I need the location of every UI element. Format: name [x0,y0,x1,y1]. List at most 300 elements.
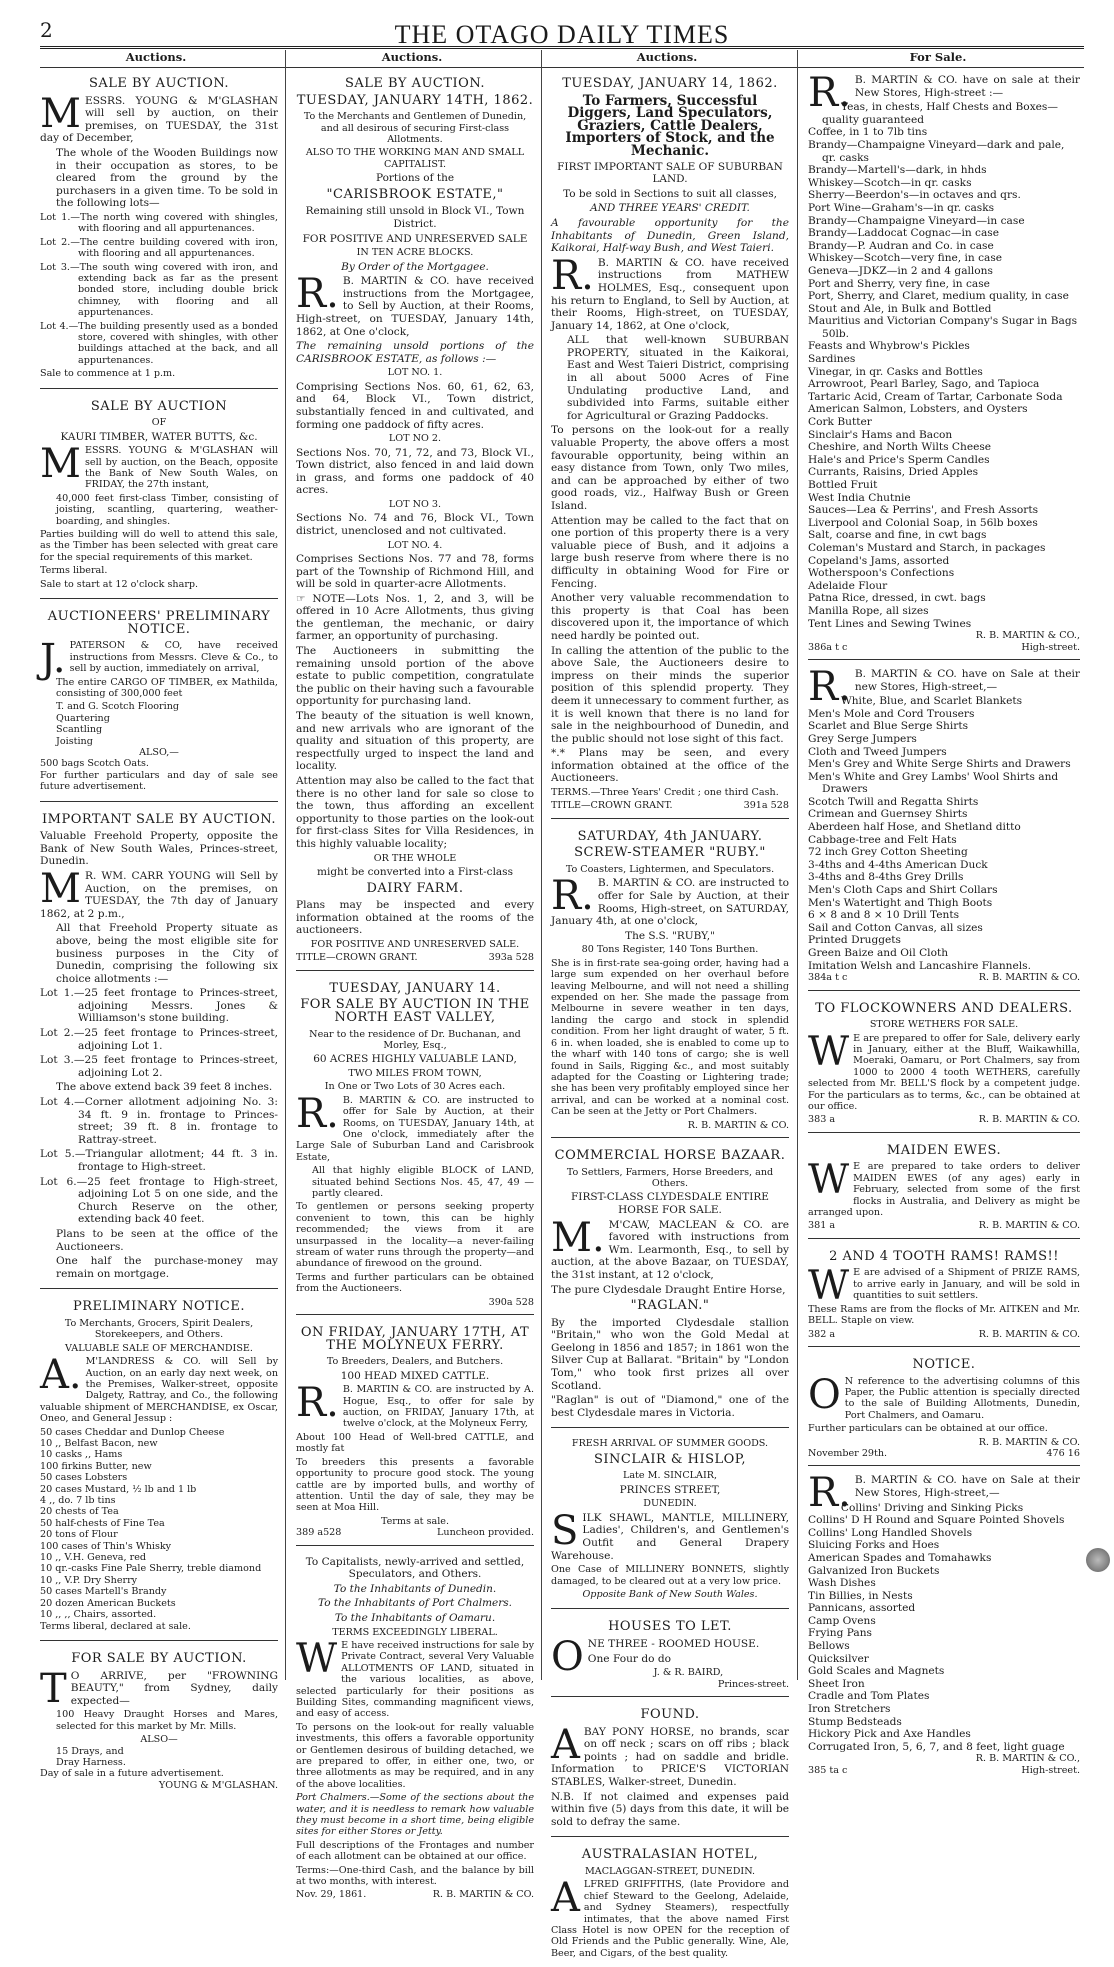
list-item: Hale's and Price's Sperm Candles [808,453,990,466]
ad-lots: In One or Two Lots of 30 Acres each. [324,1081,506,1093]
merchandise-list [40,1427,278,1621]
list-item: White, Blue, and Scarlet Blankets [840,695,1023,708]
ad-to: To the Merchants and Gentlemen of Dunedin, and all desirous of securing First-class Allotments. [303,111,527,145]
column-head-3: Auctions. [636,50,698,64]
list-item: Tartaric Acid, Cream of Tartar, Carbonate Soda [808,390,1063,403]
ad-also: ALSO TO THE WORKING MAN AND SMALL CAPITALIST. [305,147,525,170]
ad-acres: 60 ACRES HIGHLY VALUABLE LAND, [313,1053,517,1066]
drop-cap: J. [40,636,66,683]
ad-body: To persons on the look-out for a really valuable Property, the above offers a most favourable opportunity, being within an easy distance from Town, only Two miles, and can be approached by either of two good roads, viz., Halfway Bush or Green Island. [551,424,789,512]
list-item: 72 inch Grey Cotton Sheeting [808,846,968,859]
ad-opportunity: A favourable opportunity for the Inhabitants of Dunedin, Green Island, Kaikorai, Half-way Bush, and West Taieri. [551,216,789,255]
ad-martin-clothing [808,663,1080,991]
grocery-list [808,101,1080,630]
list-item: 20 dozen American Buckets [40,1597,176,1609]
ad-capitalists [296,1552,534,1907]
ad-body: Further particulars can be obtained at our office. [808,1423,1048,1435]
ad-body: Another very valuable recommendation to this property is that Coal has been discovered upon it, the importance of which need hardly be pointed out. [551,592,789,642]
list-item: Sardines [808,353,856,366]
list-item: 10 ,, V.H. Geneva, red [40,1552,147,1564]
list-item: Brandy—Martell's—dark, in hhds [808,164,987,177]
ad-body: E are prepared to take orders to deliver MAIDEN EWES (of any ages) early in February, selected from some of the first flocks in Australia, and Delivery as might be arranged upon. [808,1161,1080,1219]
page-number: 2 [40,18,53,42]
lot-number: LOT NO 3. [388,498,442,510]
list-item: Manilla Rope, all sizes [808,604,929,617]
ad-suburban-land [551,72,789,819]
ad-body: These Rams are from the flocks of Mr. AITKEN and Mr. BELL. Staple on view. [808,1303,1080,1327]
ad-body: R. WM. CARR YOUNG will Sell by Auction, on the premises, on TUESDAY, the 7th day of January 1862, at 2 p.m., [40,869,278,920]
column-divider [797,50,798,1680]
list-item: Grey Serge Jumpers [808,732,917,745]
ad-line: NE THREE - ROOMED HOUSE. [587,1638,760,1651]
drop-cap: R. [808,70,851,116]
list-item: Scarlet and Blue Serge Shirts [808,720,969,733]
ad-street: Princes-street. [717,1678,789,1690]
item: Joisting [56,735,93,747]
ad-north-east-valley [296,977,534,1315]
ad-inhabitants: To the Inhabitants of Port Chalmers. [318,1597,512,1610]
item: Dray Harness. [56,1756,126,1768]
list-item: Port Wine—Graham's—in qr. casks [808,201,995,214]
list-item: Cabbage-tree and Felt Hats [808,833,957,846]
ad-body: The remaining unsold portions of the CARISBROOK ESTATE, as follows :— [296,340,534,365]
drop-cap: S [551,1507,579,1554]
lot-item: Lot 6.—25 feet frontage to High-street, adjoining Lot 5 on one side, and the Church Reserve on the other, extending back 40 feet. [40,1175,278,1226]
ad-body: All that Freehold Property situate as above, being the most eligible site for business purposes in the City of Dunedin, comprising the following six choice allotments :— [56,922,278,985]
ad-date: TUESDAY, JANUARY 14. [329,980,501,996]
ad-body: *.* Plans may be seen, and every information obtained at the office of the Auctioneers. [551,747,789,785]
ad-title: AUSTRALASIAN HOTEL, [581,1847,759,1863]
list-item: Salt, coarse and fine, in cwt bags [808,529,987,542]
ad-order: By Order of the Mortgagee. [341,260,489,273]
ad-code: 384a t c [808,972,848,984]
ad-australasian-hotel [551,1843,789,1967]
list-item: Brandy—Champaigne Vineyard—dark and pale, qr. casks [808,138,1065,164]
column-head-2: Auctions. [381,50,443,64]
ad-body: Terms and further particulars can be obtained from the Auctioneers. [296,1271,534,1295]
list-item: Liverpool and Colonial Soap, in 56lb boxes [808,516,1038,529]
ad-body: Terms:—One-third Cash, and the balance by bill at two months, with interest. [296,1864,534,1888]
ad-date: TUESDAY, JANUARY 14, 1862. [562,76,778,91]
ad-note: Day of sale in a future advertisement. [40,1768,224,1780]
ad-signature: R. B. MARTIN & CO. [687,1119,789,1131]
ad-sub: VALUABLE SALE OF MERCHANDISE. [65,1342,253,1354]
ad-title: FRESH ARRIVAL OF SUMMER GOODS. [571,1438,769,1450]
ad-signature: R. B. MARTIN & CO. [978,972,1080,984]
list-item: Sauces—Lea & Perrins', and Fresh Assorts [808,504,1039,517]
ad-title: ON FRIDAY, JANUARY 17TH, AT THE MOLYNEUX FERRY. [300,1325,530,1353]
drop-cap: W [808,1263,850,1310]
drop-cap: M. [551,1214,605,1261]
ad-body: E are advised of a Shipment of PRIZE RAMS, to arrive early in January, and will be sold in quantities to suit settlers. [853,1267,1080,1302]
ad-note: ☞ NOTE—Lots Nos. 1, 2, and 3, will be offered in 10 Acre Allotments, thus giving the gentleman, the mechanic, or dairy farmer, an opportunity of purchasing. [296,592,534,643]
list-item: 100 firkins Butter, new [40,1460,152,1472]
ad-title: FOUND. [640,1707,700,1723]
list-item: 10 ,, Belfast Bacon, new [40,1438,158,1449]
list-item: Crimean and Guernsey Shirts [808,808,968,821]
ad-head: 100 HEAD MIXED CATTLE. [340,1369,490,1382]
list-item: Cradle and Tom Plates [808,1690,930,1703]
list-item: Coleman's Mustard and Starch, in packages [808,541,1046,554]
ad-code: 385 ta c [808,1764,848,1776]
lot-text: Sections No. 74 and 76, Block VI., Town district, unenclosed and not cultivated. [296,512,534,537]
drop-cap: W [296,1635,338,1682]
list-item: Sail and Cotton Canvas, all sizes [808,921,983,934]
list-item: Collins' Driving and Sinking Picks [840,1501,1024,1514]
list-item: Stump Bedsteads [808,1715,902,1728]
ad-title: SALE BY AUCTION. [88,76,230,91]
column-3 [551,72,789,1959]
list-item: Whiskey—Scotch—in qr. casks [808,176,972,189]
ad-tons: 80 Tons Register, 140 Tons Burthen. [581,944,759,956]
ad-code: 476 16 [1046,1447,1080,1459]
lot-item: Lot 5.—Triangular allotment; 44 ft. 3 in. frontage to High-street. [40,1148,278,1173]
ad-body: B. MARTIN & CO. are instructed to offer for Sale by Auction, at their Rooms, on TUESDAY, January 14th, at One o'clock, immediately after the Large Sale of Suburban Land and Carisbrook Estate, [296,1094,534,1163]
ad-body: N.B. If not claimed and expenses paid within five (5) days from this date, it will be sold to defray the same. [551,1790,789,1828]
list-item: Tin Billies, in Nests [808,1589,913,1602]
ad-para: The beauty of the situation is well known, and new arrivals who are ignorant of the quality and situation of this property, are respectfully urged to inspect the land and locality. [296,710,534,773]
list-item: 50 cases Martell's Brandy [40,1586,167,1598]
list-item: Sheet Iron [808,1677,865,1690]
list-item: Teas, in chests, Half Chests and Boxes—quality guaranteed [822,101,1058,126]
ad-body: B. MARTIN & CO. have received instructions from the Mortgagee, to Sell by Auction, at their Rooms, High-street, on TUESDAY, January 14th, 1862, at One o'clock, [296,275,534,338]
drop-cap: M [40,90,81,137]
list-item: Men's Mole and Cord Trousers [808,707,975,720]
ad-subtitle: KAURI TIMBER, WATER BUTTS, &c. [60,430,258,443]
ad-also: ALSO,— [139,746,179,758]
list-item: Adelaide Flour [808,579,888,592]
list-item: Imitation Welsh and Lancashire Flannels. [808,959,1031,972]
lot-number: LOT NO. 1. [387,367,443,379]
ad-code: 381 a [808,1220,836,1232]
ad-remaining: Remaining still unsold in Block VI., Town District. [305,205,525,230]
list-item: Green Baize and Oil Cloth [808,947,949,959]
ad-title: SALE BY AUCTION [90,398,228,414]
ad-body: B. MARTIN & CO. are instructed to offer for Sale by Auction, at their Rooms, High-street, on SATURDAY, January 4th, at one o'clock, [551,877,789,928]
list-item: Quicksilver [808,1652,869,1665]
column-divider [285,50,286,1680]
ad-signature: R. B. MARTIN & CO. [978,1220,1080,1232]
column-1 [40,72,278,1791]
ad-code: 390a 528 [488,1296,534,1308]
ad-or-whole: OR THE WHOLE [373,852,457,864]
ad-firm: SINCLAIR & HISLOP, [593,1451,747,1467]
ad-signature: YOUNG & M'GLASHAN. [158,1779,278,1791]
list-item: Corrugated Iron, 5, 6, 7, and 8 feet, light guage [808,1740,1065,1753]
ad-title: 2 AND 4 TOOTH RAMS! RAMS!! [829,1248,1059,1264]
ad-sub: STORE WETHERS FOR SALE. [869,1019,1019,1031]
ad-date: Nov. 29, 1861. [296,1889,367,1901]
ad-sections: To be sold in Sections to suit all classes, [563,187,777,200]
ad-mortgage: One half the purchase-money may remain on mortgage. [56,1255,278,1280]
list-item: Brandy—P. Audran and Co. in case [808,239,994,252]
list-item: Port and Sherry, very fine, in case [808,277,990,290]
ad-town: DUNEDIN. [643,1498,697,1510]
drop-cap: W [808,1157,850,1204]
ad-lead: Valuable Freehold Property, opposite the Bank of New South Wales, Princes-street, Dunedin. [40,830,278,868]
ad-sale-by-auction-buildings [40,72,278,389]
ad-body: B. MARTIN & CO. have received instructions from MATHEW HOLMES, Esq., consequent upon his return to England, to Sell by Auction, at their Rooms, High-street, on TUESDAY, January 14, 1862, at One o'clock, [551,256,789,332]
list-item: Whiskey—Scotch—very fine, in case [808,252,1003,265]
list-item: Patna Rice, dressed, in cwt. bags [808,592,986,605]
ad-date: SATURDAY, 4th JANUARY. [577,828,763,844]
ad-inhabitants: To the Inhabitants of Dunedin. [333,1582,497,1595]
drop-cap: R. [296,271,339,318]
ad-estate: "CARISBROOK ESTATE," [326,186,504,202]
drop-cap: M [40,441,81,488]
list-item: Port, Sherry, and Claret, medium quality, in case [808,290,1069,303]
ad-body: The whole of the Wooden Buildings now in their occupation as stores, to be cleared from the ground by the purchasers in a given time. To be sold in the following lots— [56,146,278,210]
lot-item: Lot 4.—The building presently used as a bonded store, covered with shingles, with other buildings attached at the back, and all appurtenances. [40,320,278,366]
list-item: West India Chutnie [808,491,911,504]
ad-first: FIRST-CLASS CLYDESDALE ENTIRE HORSE FOR SALE. [571,1191,769,1216]
ad-horse-name: "RAGLAN." [630,1298,710,1314]
list-item: Brandy—Champaigne Vineyard—in case [808,214,1025,227]
ad-body: By the imported Clydesdale stallion "Britain," who won the Gold Medal at Geelong in 1856 and 1857; in 1861 won the Silver Cup at Ballarat. "Britain" by "London Tom," who took first prizes all over Scotland. [551,1316,789,1392]
ad-steamer-ruby [551,825,789,1138]
ad-body: To persons on the look-out for really valuable investments, this offers a favorable opportunity or Gentlemen desirous of building detached, we are prepared to offer, in either one, two, or three allotments as may be required, and in any of the above localities. [296,1721,534,1790]
ad-converted: might be converted into a First-class [317,865,513,878]
list-item: Coffee, in 1 to 7lb tins [808,126,928,139]
ad-body: O ARRIVE, per "FROWNING BEAUTY," from Sydney, daily expected— [70,1669,278,1707]
ad-body: Attention may be called to the fact that on one portion of this property there is a very valuable piece of Bush, and it adjoins a large bush reserve from where there is no difficulty in obtaining Wood for Fire or Fencing. [551,514,789,590]
ad-street: High-street. [1021,641,1080,653]
ad-rams [808,1245,1080,1347]
drop-cap: T [40,1665,67,1712]
ad-molyneux-cattle [296,1321,534,1545]
ad-inhabitants: To the Inhabitants of Oamaru. [334,1611,496,1624]
ad-terms: Terms at sale. [380,1515,450,1527]
ad-title: COMMERCIAL HORSE BAZAAR. [554,1147,786,1163]
ad-signature: R. B. MARTIN & CO., [975,1753,1080,1765]
ad-unreserved: FOR POSITIVE AND UNRESERVED SALE. [310,938,520,950]
ad-body: M'CAW, MACLEAN & CO. are favored with instructions from Wm. Learmonth, Esq., to sell by auction, at the above Bazaar, on TUESDAY, the 31st instant, at 12 o'clock, [551,1218,789,1281]
ad-body: BAY PONY HORSE, no brands, scar on off neck ; scars on off ribs ; black points ; had on saddle and bridle. Information to PRICE'S VICTORIAN STABLES, Walker-street, Dunedin. [551,1725,789,1788]
column-divider [541,50,542,1680]
list-item: Brandy—Laddocat Cognac—in case [808,227,999,240]
ad-street: MACLAGGAN-STREET, DUNEDIN. [584,1865,756,1877]
list-item: Men's Grey and White Serge Shirts and Drawers [808,758,1071,771]
ad-code: 386a t c [808,641,848,653]
list-item: Camp Ovens [808,1614,876,1627]
list-item: Sherry—Beerdon's—in octaves and qrs. [808,189,1021,202]
ad-para: The Auctioneers in submitting the remaining unsold portion of the above estate to public competition, congratulate the public on their having such a favourable opportunity for purchasing land. [296,645,534,708]
list-item: Arrowroot, Pearl Barley, Sago, and Tapioca [808,378,1040,391]
ad-notice [808,1353,1080,1466]
ad-body: All that highly eligible BLOCK of LAND, situated behind Sections Nos. 45, 47, 49 —partly cleared. [312,1165,534,1199]
drop-cap: A [551,1875,580,1922]
drop-cap: R. [551,252,594,299]
lot-item: Lot 1.—25 feet frontage to Princes-street, adjoining Messrs. Jones & Williamson's stone building. [40,987,278,1025]
ad-to: To Merchants, Grocers, Spirit Dealers, Storekeepers, and Others. [64,1317,254,1341]
drop-cap: R. [296,1090,339,1137]
ad-body: 40,000 feet first-class Timber, consisting of joisting, scantling, quartering, weather-boarding, and shingles. [56,492,278,527]
ad-body: E have received instructions for sale by Private Contract, several Very Valuable ALLOTMENTS OF LAND, situated in the various localities, as above, selected particularly for their positions as Building Sites, commanding magnificent views, and easy of access. [296,1639,534,1720]
drop-cap: A. [40,1352,82,1399]
ad-miles: TWO MILES FROM TOWN, [348,1067,482,1079]
ad-terms: TERMS.—Three Years' Credit ; one third Cash. [551,787,779,799]
ad-positive: FOR POSITIVE AND UNRESERVED SALE [302,232,528,245]
ad-title: AUCTIONEERS' PRELIMINARY NOTICE. [47,609,271,637]
list-item: Tent Lines and Sewing Twines [808,617,972,630]
list-item: 3-4ths and 8-4ths Grey Drills [808,871,964,884]
list-item: Sluicing Forks and Hoes [808,1539,940,1552]
ad-signature: R. B. MARTIN & CO. [978,1328,1080,1340]
ad-title: IMPORTANT SALE BY AUCTION. [42,811,276,827]
drop-cap: O [551,1634,584,1681]
library-stamp-icon [1086,1548,1110,1572]
ad-street: High-street. [1021,1764,1080,1776]
list-item: 100 cases of Thin's Whisky [40,1540,172,1552]
ad-terms: TERMS EXCEEDINGLY LIBERAL. [332,1626,498,1638]
ad-para: Attention may also be called to the fact that there is no other land for sale so close to the town, thus affording an excellent opportunity to those parties on the look-out for first-class Sites for Villa Residences, in this highly valuable locality; [296,775,534,850]
list-item: Iron Stretchers [808,1703,891,1716]
ad-body: The pure Clydesdale Draught Entire Horse, [551,1283,786,1296]
lot-number: LOT NO 2. [388,433,442,445]
list-item: Printed Druggets [808,934,901,947]
ad-body: 100 Heavy Draught Horses and Mares, selected for this market by Mr. Mills. [56,1709,278,1732]
ad-terms: Terms liberal, declared at sale. [40,1620,191,1632]
drop-cap: R. [808,663,851,710]
ad-blocks: IN TEN ACRE BLOCKS. [356,247,474,259]
list-item: Hickory Pick and Axe Handles [808,1728,971,1741]
ad-body: B. MARTIN & CO. have on Sale at their New Stores, High-street,— [854,1474,1080,1499]
list-item: Men's Watertight and Thigh Boots [808,896,993,909]
ad-code: 382 a [808,1328,836,1340]
item: 15 Drays, and [56,1745,124,1757]
ad-plans: Plans may be inspected and every information obtained at the rooms of the auctioneers. [296,899,534,937]
drop-cap: O [808,1371,841,1418]
list-item: Feasts and Whybrow's Pickles [808,340,970,353]
ad-luncheon: Luncheon provided. [437,1527,534,1539]
ad-title: NOTICE. [912,1356,976,1372]
drop-cap: W [808,1028,850,1075]
list-item: Galvanized Iron Buckets [808,1564,940,1577]
list-item: 50 cases Cheddar and Dunlop Cheese [40,1426,225,1438]
ad-first: FIRST IMPORTANT SALE OF SUBURBAN LAND. [557,160,783,186]
ad-note: Sale to commence at 1 p.m. [40,368,176,380]
ad-houses-to-let [551,1615,789,1697]
ad-title-grant: TITLE—CROWN GRANT. [296,952,418,964]
list-item: Copeland's Jams, assorted [808,554,950,567]
ad-date: TUESDAY, JANUARY 14TH, 1862. [296,92,534,108]
ad-title: FOR SALE BY AUCTION. [71,1650,247,1666]
lot-text: Sections Nos. 70, 71, 72, and 73, Block VI., Town district, also fenced in and laid down in grass, and forms one paddock of 40 acres. [296,446,534,497]
ad-auctioneers-notice [40,605,278,801]
list-item: Pannicans, assorted [808,1602,916,1615]
lot-item: The above extend back 39 feet 8 inches. [56,1081,273,1094]
ad-body: To gentlemen or persons seeking property convenient to town, this can be highly recommended; the views from it are unsurpassed in the locality—a never-failing stream of water runs through the property—and abundance of firewood on the ground. [296,1201,534,1270]
list-item: Aberdeen half Hose, and Shetland ditto [808,821,1021,834]
lot-item: Lot 4.—Corner allotment adjoining No. 3: 34 ft. 9 in. frontage to Princes-street; 39 ft. 8 in. frontage to Rattray-street. [40,1096,278,1146]
mining-list [808,1502,1080,1754]
ad-terms: Terms liberal. [40,565,108,577]
drop-cap: R. [808,1470,851,1517]
lot-item: Lot 3.—25 feet frontage to Princes-street, adjoining Lot 2. [40,1054,278,1079]
ad-freehold-property [40,808,278,1290]
list-item: Cloth and Tweed Jumpers [808,745,947,758]
list-item: 10 casks ,, Hams [40,1449,123,1461]
list-item: Vinegar, in qr. Casks and Bottles [808,365,983,378]
ad-body: To breeders this presents a favorable opportunity to procure good stock. The young cattle are by imported bulls, and worthy of attention. Until the day of sale, they may be seen at Moa Hill. [296,1456,534,1514]
ad-near: Near to the residence of Dr. Buchanan, and Morley, Esq., [309,1028,521,1051]
ad-body: N reference to the advertising columns of this Paper, the Public attention is specially directed to the sale of Building Allotments, Dunedin, Port Chalmers, and Oamaru. [844,1375,1080,1421]
ad-body: ESSRS. YOUNG & M'GLASHAN will sell by auction, on the Beach, opposite the Bank of New South Wales, on FRIDAY, the 27th instant, [84,445,278,491]
column-head-rule [40,67,1084,68]
masthead-rule [40,46,1084,49]
list-item: 6 × 8 and 8 × 10 Drill Tents [808,909,960,922]
ad-body: ESSRS. YOUNG & M'GLASHAN will sell by auction, on their premises, on TUESDAY, the 31st day of December, [40,94,278,145]
list-item: Wotherspoon's Confections [808,567,955,580]
ad-title: TO FLOCKOWNERS AND DEALERS. [815,1000,1073,1016]
ad-code: 389 a528 [296,1527,342,1539]
ad-body: B. MARTIN & CO. are instructed by A. Hogue, Esq., to offer for sale by auction, on FRIDAY, January 17th, at twelve o'clock, at the Molyneux Ferry, [342,1384,534,1430]
list-item: Collins' D H Round and Square Pointed Shovels [808,1514,1065,1527]
list-item: Mauritius and Victorian Company's Sugar in Bags 50lb. [808,315,1078,340]
item: Scantling [56,724,103,736]
list-item: Bellows [808,1640,850,1653]
ad-preliminary-notice [40,1295,278,1641]
ad-body: PATERSON & CO, have received instructions from Messrs. Cleve & Co., to sell by auction, immediately on arrival, [69,640,278,675]
list-item: Frying Pans [808,1627,872,1640]
list-item: American Spades and Tomahawks [808,1551,992,1564]
list-item: 50 half-chests of Fine Tea [40,1517,165,1529]
ad-body: Parties building will do well to attend this sale, as the Timber has been selected with great care for the special requirements of this market. [40,529,278,563]
list-item: Stout and Ale, in Bulk and Bottled [808,302,992,315]
list-item: 10 ,, ,, Chairs, assorted. [40,1609,157,1621]
ad-maiden-ewes [808,1139,1080,1239]
ad-body: One Case of MILLINERY BONNETS, slightly damaged, to be cleared out at a very low price. [551,1564,789,1587]
ad-martin-mining [808,1472,1080,1782]
ad-martin-groceries [808,72,1080,660]
ad-to: To Breeders, Dealers, and Butchers. [326,1356,504,1368]
list-item: Men's Cloth Caps and Shirt Collars [808,884,998,897]
ad-body: In calling the attention of the public to the above Sale, the Auctioneers desire to impress on their minds the superior position of this splendid property. They deem it unnecessary to comment further, as it is well known that there is no land for sale in the neighbourhood of Dunedin, and the public should not lose sight of this fact. [551,644,789,745]
list-item: 3-4ths and 4-4ths American Duck [808,858,988,871]
ad-body: ILK SHAWL, MANTLE, MILLINERY, Ladies', Children's, and Gentlemen's Outfit and General Drapery Warehouse. [551,1511,789,1562]
ad-title: FOR SALE BY AUCTION IN THE NORTH EAST VALLEY, [300,997,530,1025]
ad-body: B. MARTIN & CO. have on Sale at their new Stores, High-street,— [854,667,1080,693]
ad-flockowners [808,997,1080,1133]
ad-portions: Portions of the [375,172,455,185]
ad-note: Sale to start at 12 o'clock sharp. [40,578,199,590]
ad-found-pony [551,1703,789,1837]
list-item: Bottled Fruit [808,479,878,491]
ad-frowning-beauty [40,1647,278,1797]
ad-body: LFRED GRIFFITHS, (late Providore and chief Steward to the Geelong, Adelaide, and Sydney Steamers), respectfully intimates, that the above named First Class Hotel is now OPEN for the reception of Old Friends and the Public generally. Wine, Ale, Beer, and Cigars, of the best quality. [551,1879,789,1959]
ad-code: 383 a [808,1114,836,1126]
lot-text: Comprises Sections Nos. 77 and 78, forms part of the Township of Richmond Hill, and will be sold in quarter-acre Allotments. [296,552,534,591]
item: 500 bags Scotch Oats. [40,758,149,770]
newspaper-title: THE OTAGO DAILY TIMES [394,20,730,49]
ad-ship: The S.S. "RUBY," [625,929,715,942]
ad-body: E are prepared to offer for Sale, delivery early in January, either at the Bluff, Waikawhilla, Moeraki, Oamaru, or Port Chalmers, say from 1000 to 2000 4 tooth WETHERS, carefully selected from Mr. BELL'S flock by a competent judge. For the particulars as to terms, &c., can be obtained at our office. [808,1032,1080,1113]
ad-street: PRINCES STREET, [619,1483,721,1496]
ad-dairy: DAIRY FARM. [366,880,464,896]
column-head-1: Auctions. [125,50,187,64]
list-item: 20 chests of Tea [40,1506,119,1518]
ad-plans: Plans to be seen at the office of the Auctioneers. [56,1227,278,1253]
ad-title: SALE BY AUCTION. [344,76,486,91]
ad-late: Late M. SINCLAIR, [622,1470,718,1482]
ad-horse-bazaar [551,1144,789,1429]
ad-credit: AND THREE YEARS' CREDIT. [590,202,750,215]
ad-title: PRELIMINARY NOTICE. [72,1299,245,1315]
item: T. and G. Scotch Flooring [56,701,180,713]
ad-body: She is in first-rate sea-going order, having had a large sum expended on her overhaul before leaving Melbourne, and will not need a shilling expended on her. She made the passage from Melbourne in severe weather in ten days, landing the cargo and stock in splendid condition. From her light draught of water, 5 ft. 6 in. when loaded, she is enabled to come up to the wharf with 140 tons of cargo; she is well found in Sails, Rigging &c., and most suitably adapted for the Coasting or Lightering trade; she has been very profitably employed since her arrival, and can be worked at a nominal cost. Can be seen at the Jetty or Port Chalmers. [551,957,789,1118]
list-item: Scotch Twill and Regatta Shirts [808,795,979,808]
ad-sinclair-hislop [551,1434,789,1609]
